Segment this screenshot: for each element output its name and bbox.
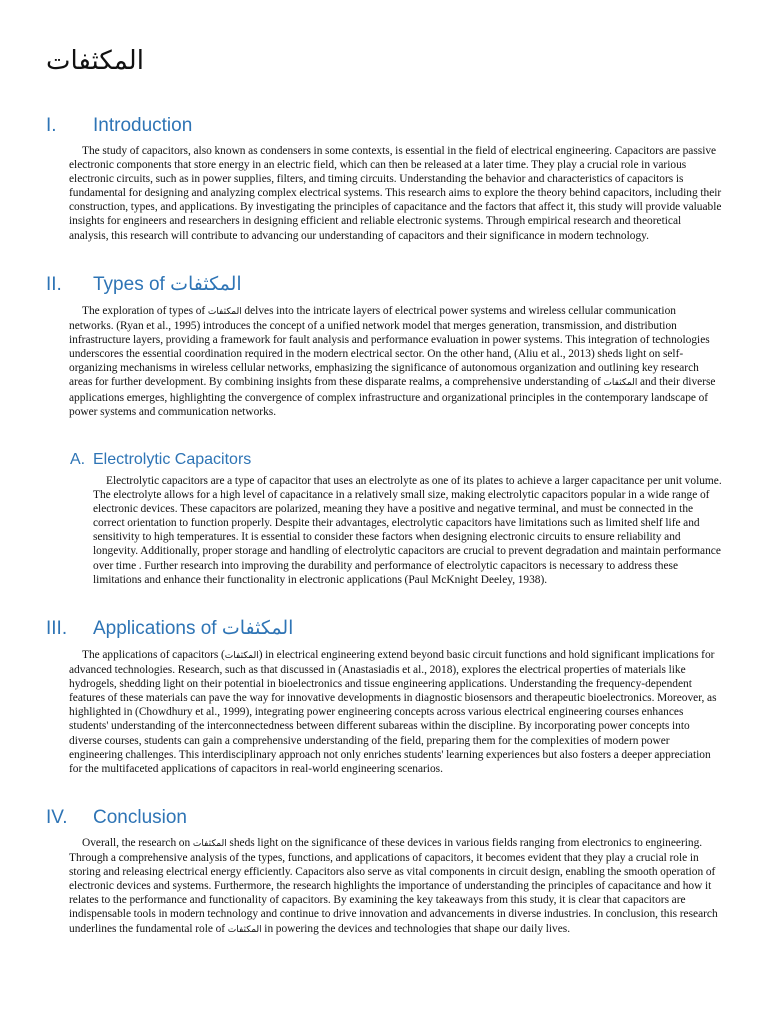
paragraph-text: Overall, the research on xyxy=(82,837,193,849)
section-title: Conclusion xyxy=(93,807,187,828)
paragraph-text: ) in electrical engineering extend beyond basic circuit functions and hold significant implications for advanced technologies. Research, such as that discussed in (Anastasiadis et al., 2018), explores the electrical properties of materials like hydrogels, shedding light on their potential in bioelectronics and tissue engineering applications. Understanding the frequency-dependent features of these materials can pave the way for innovative developments in diagnostic biosensors and therapeutic bioelectronics. Moreover, as highlighted in (Chowdhury et al., 1999), integrating power engineering concepts across various electrical engineering courses enhances students' understanding of the interconnectedness between different subareas within the discipline. By incorporating power concepts into diverse courses, students can gain a comprehensive understanding of the field, preparing them for the complexities of modern power engineering challenges. This interdisciplinary approach not only enriches students' learning experiences but also fosters a deeper appreciation for the multifaceted applications of capacitors in real-world engineering scenarios. xyxy=(69,649,717,775)
conclusion-paragraph xyxy=(69,836,722,937)
arabic-term: المكثفات xyxy=(603,378,638,389)
paragraph-text: delves into the intricate layers of electrical power systems and wireless cellular communication networks. (Ryan et al., 1995) introduces the concept of a unified network model that merges generation, transmission, and distribution infrastructure layers, providing a framework for fault analysis and performance evaluation in power systems. This integration of technologies underscores the essential coordination required in the modern electrical sector. On the other hand, (Aliu et al., 2013) sheds light on self-organizing mechanisms in wireless cellular networks, emphasizing the significance of autonomous organization and outlining key research areas for further development. By combining insights from these disparate realms, a comprehensive understanding of xyxy=(69,305,710,389)
section-number: III. xyxy=(46,618,68,639)
arabic-term: المكثفات xyxy=(224,651,259,661)
introduction-paragraph: The study of capacitors, also known as condensers in some contexts, is essential in the field of electrical engineering. Capacitors are passive electronic components that store energy in an electric field, which can then be released at a later time. They play a crucial role in various electronic circuits, such as in power supplies, filters, and timing circuits. Understanding the behavior and characteristics of capacitors is fundamental for designing and analyzing complex electrical systems. This research aims to explore the theory behind capacitors, including their construction, types, and applications. By investigating the principles of capacitance and the factors that affect it, this study will provide valuable insights for engineers and researchers in designing efficient and reliable electronic systems. Through empirical research and theoretical analysis, this research will contribute to advancing our understanding of capacitors and their significance in modern technology. xyxy=(69,145,722,242)
paragraph-text: The exploration of types of xyxy=(82,305,208,317)
arabic-term: المكثفات xyxy=(192,839,227,849)
arabic-term: المكثفات xyxy=(227,924,262,935)
paragraph-text: sheds light on the significance of these devices in various fields ranging from electronics to engineering. Through a comprehensive analysis of the types, functions, and applications of capacitors, it becomes evident that they play a crucial role in storing and releasing electrical energy efficiently. Capacitors also serve as vital components in circuit design, enabling the smooth operation of electronic devices and systems. Furthermore, the research highlights the importance of understanding the principles of capacitance and how it relates to the performance and functionality of capacitors. By examining the key takeaways from this study, it is clear that capacitors are indispensable tools in modern technology and continue to drive innovation and advancements in diverse industries. In conclusion, this research underlines the fundamental role of xyxy=(69,837,718,935)
section-title: Introduction xyxy=(93,115,193,136)
arabic-term: المكثفات xyxy=(207,307,242,317)
section-heading-types xyxy=(46,273,242,297)
paragraph-text: The applications of capacitors ( xyxy=(82,649,225,661)
section-title: Applications of المكثفات xyxy=(93,618,294,639)
subsection-heading-electrolytic xyxy=(70,448,251,472)
types-paragraph xyxy=(69,304,722,419)
subsection-number: A. xyxy=(70,451,86,468)
section-number: I. xyxy=(46,115,57,136)
document-title: المكثفات xyxy=(46,46,144,76)
paragraph-text: and their diverse applications emerges, highlighting the convergence of complex infrastructure and organizational principles in the contemporary landscape of power systems and communication networks. xyxy=(69,376,716,418)
section-number: II. xyxy=(46,274,62,295)
electrolytic-paragraph: Electrolytic capacitors are a type of capacitor that uses an electrolyte as one of its plates to achieve a larger capacitance per unit volume. The electrolyte allows for a high level of capacitance in a relatively small size, making electrolytic capacitors popular in a wide range of electronic devices. These capacitors are polarized, meaning they have a positive and negative terminal, and must be connected in the correct orientation to function properly. Despite their advantages, electrolytic capacitors have limitations such as limited shelf life and sensitivity to high temperatures. It is essential to consider these factors when designing electronic circuits to ensure reliability and longevity. Additionally, proper storage and handling of electrolytic capacitors are crucial to prevent degradation and maintain performance over time . Further research into improving the durability and performance of electrolytic capacitors is necessary to address these limitations and enhance their functionality in electronic applications (Paul McKnight Deeley, 1938). xyxy=(93,475,722,586)
section-heading-applications xyxy=(46,617,293,641)
section-heading-conclusion xyxy=(46,806,187,830)
applications-paragraph xyxy=(69,648,722,776)
section-number: IV. xyxy=(46,807,68,828)
section-title: Types of المكثفات xyxy=(93,274,242,295)
paragraph-text: in powering the devices and technologies that shape our daily lives. xyxy=(261,922,571,935)
subsection-title: Electrolytic Capacitors xyxy=(93,451,252,468)
section-heading-introduction xyxy=(46,114,192,138)
